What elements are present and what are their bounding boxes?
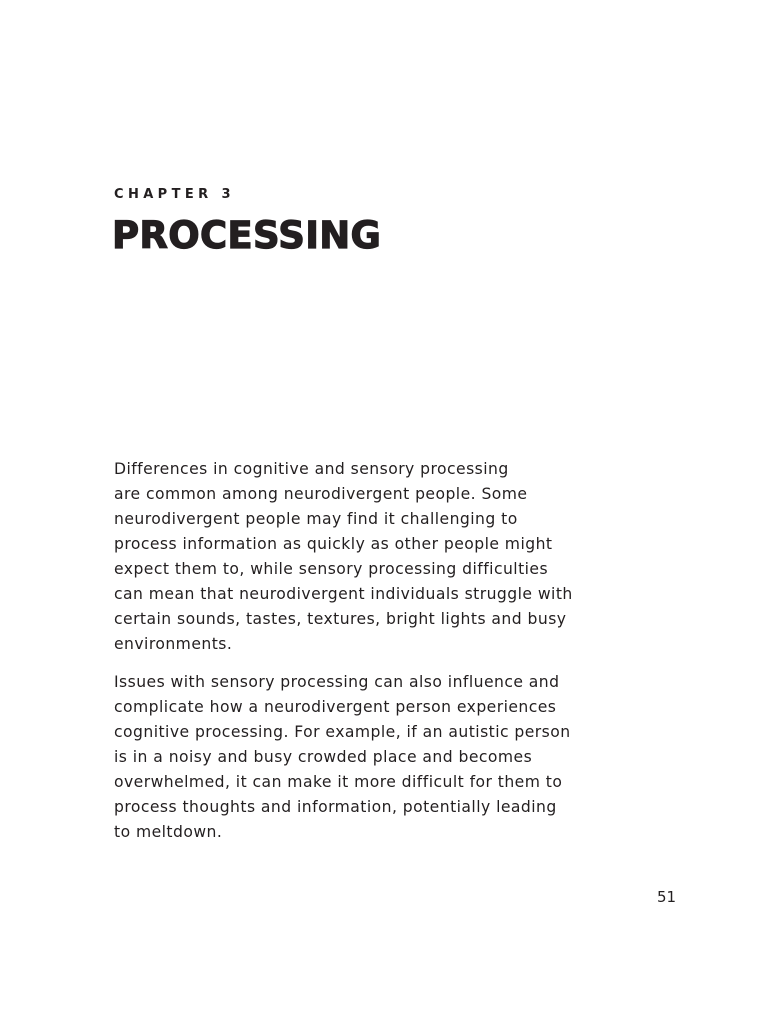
paragraph-line: is in a noisy and busy crowded place and becomes <box>114 747 533 766</box>
paragraph-line: complicate how a neurodivergent person experiences <box>114 697 557 716</box>
paragraph-line: are common among neurodivergent people. Some <box>114 485 528 503</box>
paragraph-line: Differences in cognitive and sensory processing <box>114 460 509 478</box>
paragraph-line: expect them to, while sensory processing difficulties <box>114 560 549 578</box>
chapter-label: CHAPTER 3 <box>114 187 235 202</box>
page-number: 51 <box>657 888 677 906</box>
body-text <box>114 457 674 857</box>
paragraph-line: can mean that neurodivergent individuals struggle with <box>114 585 573 603</box>
paragraph-line: process information as quickly as other people might <box>114 535 553 553</box>
paragraph-line: environments. <box>114 635 233 653</box>
paragraph-1 <box>114 457 674 657</box>
paragraph-line: cognitive processing. For example, if an autistic person <box>114 722 571 741</box>
paragraph-line: overwhelmed, it can make it more difficult for them to <box>114 772 563 791</box>
paragraph-line: certain sounds, tastes, textures, bright lights and busy <box>114 610 567 628</box>
paragraph-line: Issues with sensory processing can also influence and <box>114 672 560 691</box>
paragraph-line: to meltdown. <box>114 822 223 841</box>
paragraph-2 <box>114 670 674 845</box>
paragraph-line: neurodivergent people may find it challenging to <box>114 510 518 528</box>
paragraph-line: process thoughts and information, potentially leading <box>114 797 557 816</box>
chapter-title: PROCESSING <box>112 214 382 257</box>
